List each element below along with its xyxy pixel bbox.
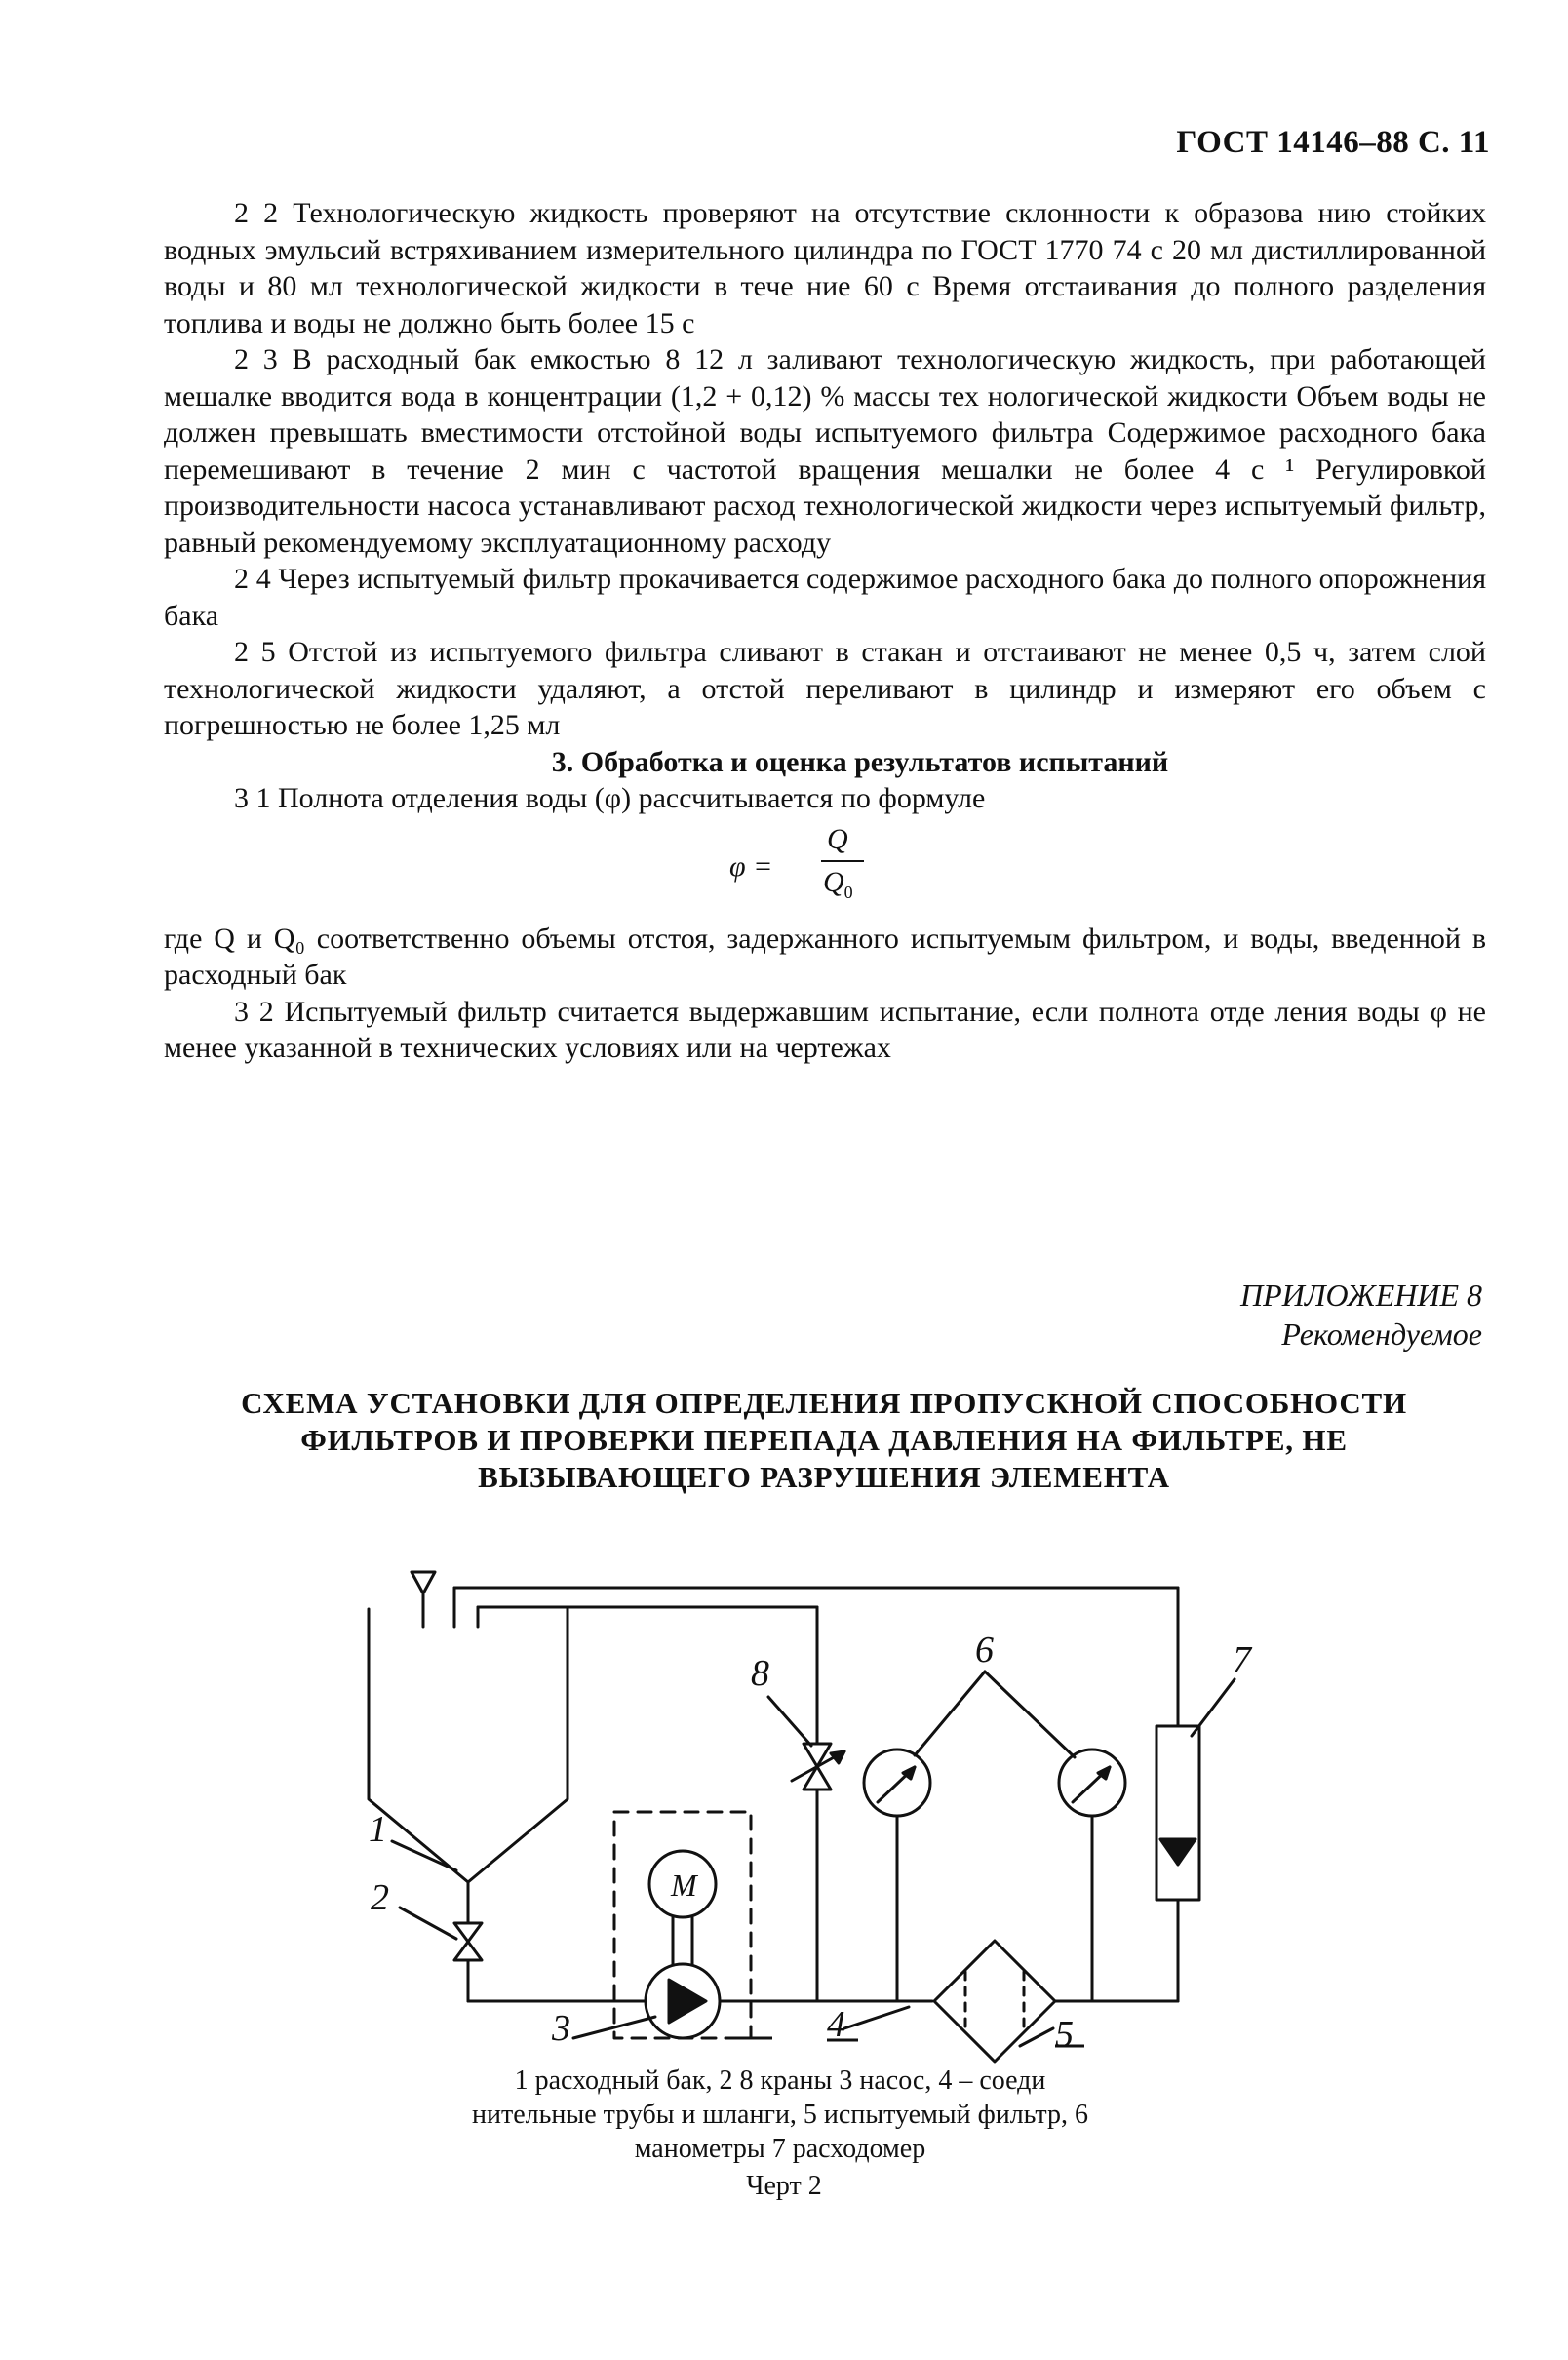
paragraph-3-2: 3 2 Испытуемый фильтр считается выдержавшим испытание, если полнота отде ления воды φ не менее указанной в технических условиях или на чертежах — [164, 995, 1486, 1064]
motor-label: М — [671, 1868, 697, 1903]
drawing-number: Черт 2 — [746, 2171, 822, 2201]
filter-icon — [934, 1941, 1055, 2062]
appendix-label: ПРИЛОЖЕНИЕ 8 — [1240, 1278, 1482, 1313]
formula-explanation: где Q и Q₀ соответственно объемы отстоя, задержанного испытуемым фильтром, и воды, введенной в расходный бак — [164, 922, 1486, 991]
appendix-status: Рекомендуемое — [1281, 1317, 1482, 1352]
label-3: 3 — [552, 2008, 570, 2049]
label-5: 5 — [1055, 2014, 1074, 2055]
paragraph-2-5: 2 5 Отстой из испытуемого фильтра сливают в стакан и отстаивают не менее 0,5 ч, затем слой технологической жидкости удаляют, а отстой переливают в цилиндр и измеряют его объем с погрешностью не более 1,25 мл — [164, 636, 1486, 741]
paragraph-2-3: 2 3 В расходный бак емкостью 8 12 л заливают технологическую жидкость, при работающей мешалке вводится вода в концентрации (1,2 + 0,12) % массы тех нологической жидкости Объем воды не должен превышать вместимости отстойной воды испытуемого фильтра Содержимое расходного бака перемешивают в течение 2 мин с частотой вращения мешалки не более 4 с ¹ Регулировкой производительности насоса устанавливают расход технологической жидкости через испытуемый фильтр, равный рекомендуемому эксплуатационному расходу — [164, 343, 1486, 559]
paragraph-3-1: 3 1 Полнота отделения воды (φ) рассчитывается по формуле — [234, 782, 986, 814]
caption-line: нительные трубы и шланги, 5 испытуемый фильтр, 6 — [472, 2100, 1088, 2130]
section-3-title: 3. Обработка и оценка результатов испытаний — [551, 745, 1169, 778]
pump-arrow-icon — [669, 1980, 706, 2023]
caption-line: манометры 7 расходомер — [634, 2134, 926, 2164]
formula-lhs: φ = — [729, 849, 773, 883]
figure-title-line: ФИЛЬТРОВ И ПРОВЕРКИ ПЕРЕПАДА ДАВЛЕНИЯ НА ФИЛЬТРЕ, НЕ — [300, 1423, 1348, 1457]
label-2: 2 — [371, 1877, 389, 1918]
formula-numerator: Q — [827, 822, 848, 855]
label-1: 1 — [369, 1809, 387, 1850]
figure-title-line: СХЕМА УСТАНОВКИ ДЛЯ ОПРЕДЕЛЕНИЯ ПРОПУСКНОЙ СПОСОБНОСТИ — [241, 1386, 1407, 1420]
figure-caption — [293, 2064, 1268, 2166]
formula-denominator: $Q_0$ — [823, 865, 853, 902]
label-4: 4 — [827, 2004, 845, 2045]
label-7: 7 — [1233, 1639, 1251, 1680]
caption-line: 1 расходный бак, 2 8 краны 3 насос, 4 – соеди — [514, 2065, 1046, 2096]
label-6: 6 — [975, 1630, 994, 1671]
valve-2-icon — [454, 1923, 482, 1960]
document-header: ГОСТ 14146–88 С. 11 — [1176, 125, 1490, 160]
paragraph-2-4: 2 4 Через испытуемый фильтр прокачивается содержимое расходного бака до полного опорожнения бака — [164, 563, 1486, 632]
figure-title-line: ВЫЗЫВАЮЩЕГО РАЗРУШЕНИЯ ЭЛЕМЕНТА — [478, 1460, 1170, 1494]
label-8: 8 — [751, 1653, 769, 1694]
fill-inlet-icon — [412, 1572, 435, 1593]
paragraph-2-2: 2 2 Технологическую жидкость проверяют на отсутствие склонности к образова нию стойких водных эмульсий встряхиванием измерительного цилиндра по ГОСТ 1770 74 с 20 мл дистиллированной воды и 80 мл технологической жидкости в тече ние 60 с Время отстаивания до полного разделения топлива и воды не должно быть более 15 с — [164, 197, 1486, 339]
flowmeter-icon — [1156, 1726, 1199, 1900]
tank — [369, 1609, 568, 1882]
